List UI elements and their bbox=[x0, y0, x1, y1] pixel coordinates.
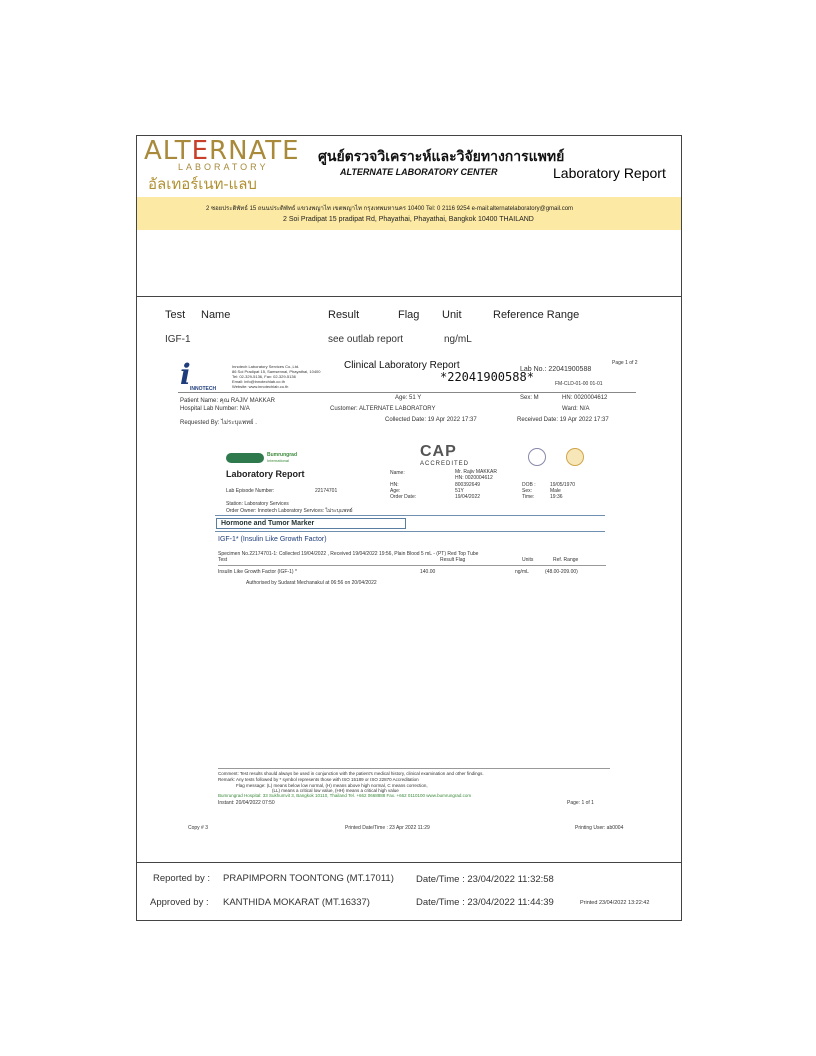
customer: Customer: ALTERNATE LABORATORY bbox=[330, 406, 436, 412]
inner-report-title: Laboratory Report bbox=[226, 469, 305, 479]
page-number: Page 1 of 2 bbox=[612, 360, 638, 366]
address-band bbox=[137, 197, 681, 230]
reported-by-name: PRAPIMPORN TOONTONG (MT.17011) bbox=[223, 873, 394, 884]
comment-rule bbox=[218, 768, 610, 769]
requested-by: Requested By: ไม่ระบุแพทย์ . bbox=[180, 420, 257, 426]
address-english: 2 Soi Pradipat 15 pradipat Rd, Phayathai, Phayathai, Bangkok 10400 THAILAND bbox=[283, 216, 534, 223]
col-test: Test bbox=[165, 309, 186, 321]
report-title: Laboratory Report bbox=[553, 165, 666, 181]
authorised-by: Authorised by Sudarat Mechanakul at 06:56 on 20/04/2022 bbox=[246, 580, 377, 586]
inner-page: Page: 1 of 1 bbox=[567, 800, 594, 806]
remark: Remark: Any tests followed by * symbol represents those with ISO 15189 or ISO 22870 Accreditation bbox=[218, 777, 419, 782]
hospital-address: Bumrungrad Hospital: 33 Sukhumvit 3, Bangkok 10110, Thailand Tel. +662 0668888 Fax. +662 0110100 www.bumrungrad.com bbox=[218, 793, 472, 798]
episode-label: Lab Episode Number: bbox=[226, 488, 275, 494]
logo-thai-name: อัลเทอร์เนท-แลบ bbox=[148, 176, 257, 193]
section-rule-top bbox=[215, 515, 605, 516]
row-result: see outlab report bbox=[328, 334, 404, 345]
instant-date: Instant: 20/04/2022 07:50 bbox=[218, 800, 275, 806]
section-hormone-tumor: Hormone and Tumor Marker bbox=[216, 518, 406, 529]
result-range: (48.00-209.00) bbox=[545, 569, 578, 575]
col-test-inner: Test bbox=[218, 557, 228, 563]
age-label: Age: bbox=[390, 488, 401, 494]
patient-age: Age: 51 Y bbox=[395, 395, 422, 401]
order-date-label: Order Date: bbox=[390, 494, 417, 500]
dob-label: DOB : bbox=[522, 482, 536, 488]
patient-sex: Sex: M bbox=[520, 395, 539, 401]
row-test: IGF-1 bbox=[165, 334, 191, 345]
received-date: Received Date: 19 Apr 2022 17:37 bbox=[517, 417, 609, 423]
flag-message-2: (LL) means a critical low value, (HH) means a critical high value bbox=[272, 788, 399, 793]
footer-divider bbox=[136, 862, 682, 863]
barcode-text: *22041900588* bbox=[440, 370, 534, 384]
innotech-address: Innotech Laboratory Services Co.,Ltd. 86 Soi Pradipat 15, Samsennai, Phayathai, 10400 Tel: 02-329-5136, Fax: 02-329-5136 Email: info@innotechlab.co.th Website: www.innotechlab.co.th bbox=[232, 364, 321, 389]
col-reference-range: Reference Range bbox=[493, 309, 580, 321]
col-ref-inner: Ref. Range bbox=[553, 557, 579, 563]
test-title: IGF-1* (Insulin Like Growth Factor) bbox=[218, 536, 327, 543]
col-flag: Flag bbox=[398, 309, 420, 321]
printing-user: Printing User: ab0004 bbox=[575, 825, 624, 831]
episode-value: 22174701 bbox=[315, 488, 338, 494]
time-value: 19:36 bbox=[550, 494, 563, 500]
hn-value: HN: 0020004612 bbox=[455, 475, 493, 481]
col-units-inner: Units bbox=[522, 557, 534, 563]
order-owner: Order Owner: Innotech Laboratory Services: ไม่ระบุแพทย์ bbox=[226, 508, 353, 514]
embedded-divider bbox=[178, 392, 636, 393]
comment: Comment: Test results should always be used in conjunction with the patient's medical history, clinical examination and other findings. bbox=[218, 771, 484, 776]
approved-by-name: KANTHIDA MOKARAT (MT.16337) bbox=[223, 897, 370, 908]
form-code: FM-CLD-01-00 01-01 bbox=[555, 381, 603, 387]
alternate-logo: ALTERNATE bbox=[144, 136, 300, 166]
copy-number: Copy # 3 bbox=[188, 825, 209, 831]
result-value: 140.00 bbox=[420, 569, 436, 575]
center-thai-title: ศูนย์ตรวจวิเคราะห์และวิจัยทางการแพทย์ bbox=[318, 148, 565, 164]
center-title: ALTERNATE LABORATORY CENTER bbox=[340, 167, 498, 177]
printed-timestamp: Printed 23/04/2022 13:22:42 bbox=[580, 900, 650, 906]
accreditation-seal-icon bbox=[528, 448, 546, 466]
result-name: Insulin Like Growth Factor (IGF-1) * bbox=[218, 569, 297, 575]
lab-number: Lab No.: 22041900588 bbox=[520, 366, 592, 373]
row-unit: ng/mL bbox=[444, 334, 472, 345]
hn2-value: 800392649 bbox=[455, 482, 481, 488]
name-value: Mr. Rajiv MAKKAR bbox=[455, 469, 497, 475]
printed-datetime: Printed Date/Time : 23 Apr 2022 11:29 bbox=[345, 825, 430, 831]
station: Station: Laboratory Services bbox=[226, 501, 289, 507]
approved-by-label: Approved by : bbox=[150, 897, 209, 908]
collected-date: Collected Date: 19 Apr 2022 17:37 bbox=[385, 417, 477, 423]
cap-accredited-badge: CAP ACCREDITED bbox=[420, 443, 470, 467]
sex-value: Male bbox=[550, 488, 561, 494]
reported-datetime: Date/Time : 23/04/2022 11:32:58 bbox=[416, 874, 554, 885]
section-rule-bottom bbox=[215, 531, 605, 532]
logo-subtitle: LABORATORY bbox=[178, 162, 269, 172]
bumrungrad-logo-icon bbox=[226, 453, 264, 463]
hn2-label: HN: bbox=[390, 482, 399, 488]
time-label: Time: bbox=[522, 494, 535, 500]
col-unit: Unit bbox=[442, 309, 462, 321]
specimen-info: Specimen No.22174701-1: Collected 19/04/2022 , Received 19/04/2022 19:56, Plain Blood 5 mL - (PT) Red Top Tube bbox=[218, 551, 479, 557]
innotech-logo-icon: i bbox=[180, 358, 191, 391]
name-label: Name: bbox=[390, 470, 405, 476]
dob-value: 19/05/1970 bbox=[550, 482, 576, 488]
result-rule bbox=[218, 565, 606, 566]
age-value: 51Y bbox=[455, 488, 464, 494]
col-result: Result bbox=[328, 309, 360, 321]
patient-hn: HN: 0020004612 bbox=[562, 395, 608, 401]
approved-datetime: Date/Time : 23/04/2022 11:44:39 bbox=[416, 897, 554, 908]
patient-name: Patient Name: คุณ RAJIV MAKKAR bbox=[180, 398, 275, 404]
col-name: Name bbox=[201, 309, 231, 321]
ward: Ward: N/A bbox=[562, 406, 590, 412]
hospital-lab-number: Hospital Lab Number: N/A bbox=[180, 406, 250, 412]
address-thai: 2 ซอยประดิพัทธ์ 15 ถนนประดิพัทธ์ แขวงพญาไท เขตพญาไท กรุงเทพมหานคร 10400 Tel: 0 2116 9254 e-mail:alternatelaboratory@gmail.com bbox=[206, 206, 574, 212]
clinical-report-title: Clinical Laboratory Report bbox=[344, 360, 460, 371]
result-unit: ng/mL bbox=[515, 569, 529, 575]
order-date-value: 19/04/2022 bbox=[455, 494, 481, 500]
embedded-report bbox=[170, 357, 640, 835]
innotech-brand: INNOTECH bbox=[190, 386, 217, 392]
flag-message: Flag message: (L) means below low normal, (H) means above high normal, C means correction, bbox=[236, 783, 428, 788]
quality-seal-icon bbox=[566, 448, 584, 466]
col-result-inner: Result Flag bbox=[440, 557, 466, 563]
sex-label: Sex: bbox=[522, 488, 533, 494]
reported-by-label: Reported by : bbox=[153, 873, 211, 884]
header-divider bbox=[136, 296, 682, 297]
bumrungrad-logo: Bumrungrad International bbox=[226, 452, 297, 463]
